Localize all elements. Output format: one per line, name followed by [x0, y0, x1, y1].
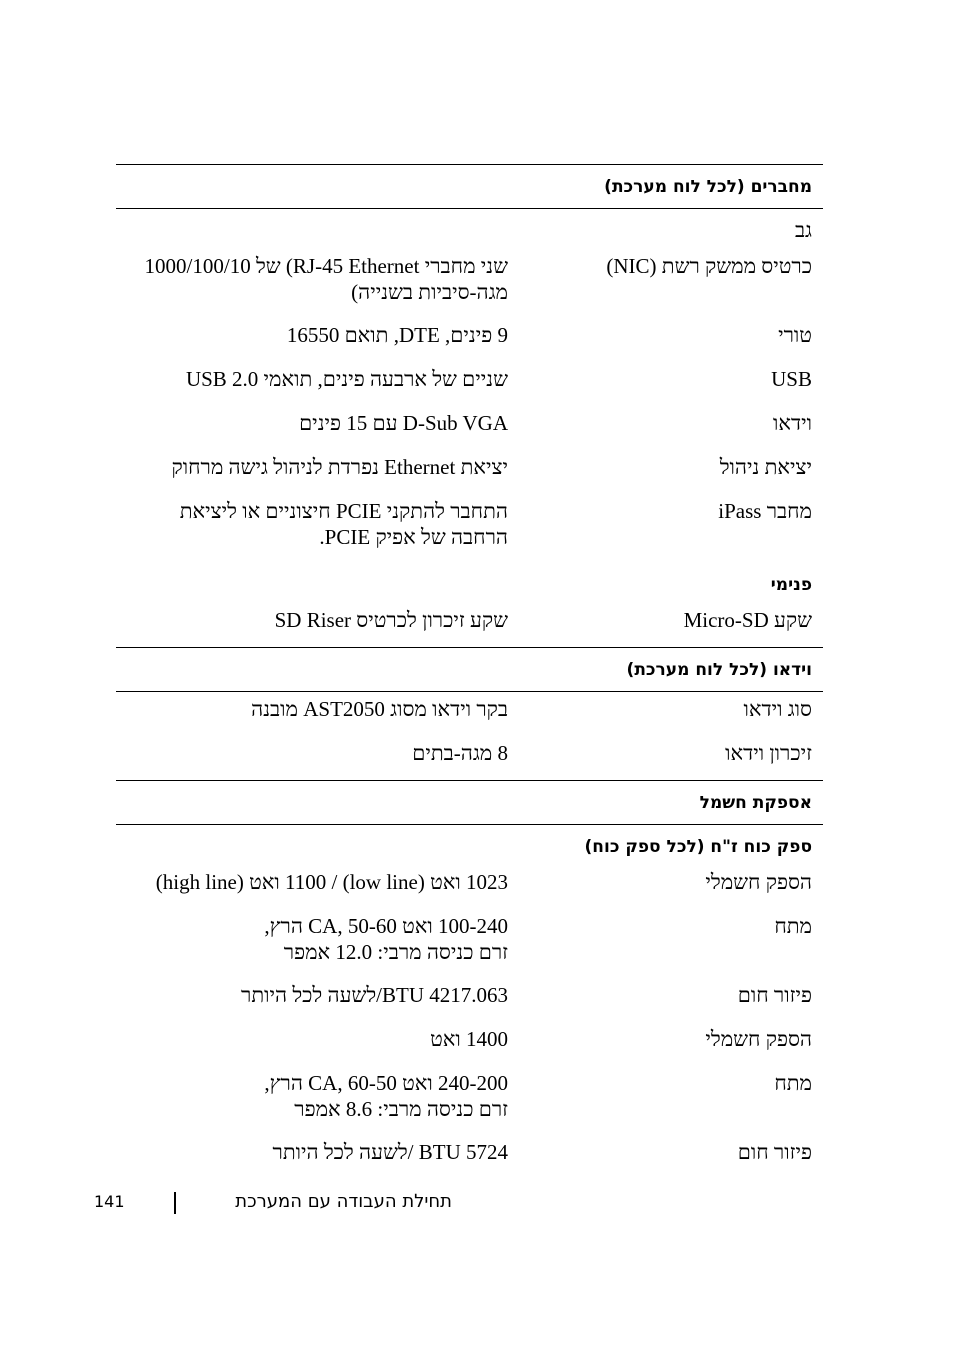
spec-row-voltage [116, 1066, 823, 1135]
row-value-line: 100-240 ואט CA, 50-60 הרץ, [264, 914, 508, 938]
row-value [116, 253, 508, 305]
row-label: פיזור חום [737, 983, 812, 1007]
row-value-line: זרם כניסה מרבי: 8.6 אמפר [294, 1097, 508, 1121]
page-number: 141 [94, 1192, 125, 1211]
section-video [116, 648, 823, 692]
row-label: יציאת ניהול [719, 455, 812, 479]
subsection-title: ספק כוח ז"ח (לכל ספק כוח) [584, 837, 812, 857]
spec-row-usb [116, 362, 823, 406]
row-value: שניים של ארבעה פינים, תואמי USB 2.0 [185, 367, 508, 391]
row-value [116, 498, 508, 550]
subsection-psu [116, 825, 823, 865]
spec-row-nic [116, 249, 823, 318]
row-value-line: 240-200 ואט CA, 60-50 הרץ, [264, 1071, 508, 1095]
row-label: טורי [778, 323, 812, 347]
spec-row-video-memory [116, 736, 823, 780]
section-title: וידאו (לכל לוח מערכת) [626, 660, 812, 680]
row-label: הספק חשמלי [705, 1027, 812, 1051]
page-footer [0, 1188, 954, 1218]
row-value: BTU 5724 /לשעה לכל היותר [272, 1140, 508, 1164]
row-value-line: התחבר להתקני PCIE חיצוניים או ליציאת [179, 499, 508, 523]
row-value-line: שני מחברי RJ-45 Ethernet) של 1000/100/10 [144, 254, 508, 278]
row-value: D-Sub VGA עם 15 פינים [299, 411, 508, 435]
row-value: יציאת Ethernet נפרדת לניהול גישה מרחוק [171, 455, 508, 479]
row-value: 1400 ואט [430, 1027, 508, 1051]
row-label: כרטיס ממשק רשת (NIC) [606, 254, 812, 278]
row-value: BTU 4217.063/לשעה לכל היותר [241, 983, 508, 1007]
row-value: 1023 ואט (low line) / 1100 ואט (high line) [155, 870, 508, 894]
row-label: סוג וידאו [743, 697, 812, 721]
spec-row-video-port [116, 406, 823, 450]
row-label: שקע Micro-SD [683, 608, 812, 632]
subsection-title: פנימי [770, 575, 812, 595]
row-value-line: זרם כניסה מרבי: 12.0 אמפר [283, 940, 508, 964]
footer-title: תחילת העבודה עם המערכת [235, 1191, 452, 1212]
row-label: פיזור חום [737, 1140, 812, 1164]
row-label: הספק חשמלי [705, 870, 812, 894]
section-title: אספקת חשמל [699, 793, 812, 813]
footer-divider [174, 1192, 176, 1214]
subsection-internal [116, 563, 823, 603]
spec-row-wattage [116, 1022, 823, 1066]
row-label: מתח [774, 914, 812, 938]
subsection-title: גב [794, 218, 812, 242]
row-value [116, 913, 508, 965]
row-value [116, 1070, 508, 1122]
row-label: מתח [774, 1071, 812, 1095]
row-label: וידאו [773, 411, 812, 435]
subsection-back [116, 209, 823, 249]
spec-row-mgmt-port [116, 450, 823, 494]
spec-table [116, 164, 823, 1179]
spec-row-serial [116, 318, 823, 362]
section-connectors [116, 165, 823, 209]
row-value: שקע זיכרון לכרטיס SD Riser [274, 608, 508, 632]
row-value-line: מגה-סיביות בשנייה) [351, 280, 508, 304]
spec-row-heat [116, 978, 823, 1022]
section-power [116, 781, 823, 825]
spec-row-microsd [116, 603, 823, 647]
row-label: USB [771, 367, 812, 391]
section-title: מחברים (לכל לוח מערכת) [604, 177, 812, 197]
spec-row-ipass [116, 494, 823, 563]
spec-row-heat [116, 1135, 823, 1179]
spec-row-voltage [116, 909, 823, 978]
row-value: 8 מגה-בתים [412, 741, 508, 765]
row-label: מחבר iPass [718, 499, 812, 523]
row-label: זיכרון וידאו [725, 741, 812, 765]
row-value: 9 פינים, DTE, תואם 16550 [286, 323, 508, 347]
spec-row-wattage [116, 865, 823, 909]
spec-row-video-type [116, 692, 823, 736]
row-value-line: הרחבה של אפיק PCIE. [319, 525, 508, 549]
row-value: בקר וידאו מסוג AST2050 מובנה [251, 697, 508, 721]
